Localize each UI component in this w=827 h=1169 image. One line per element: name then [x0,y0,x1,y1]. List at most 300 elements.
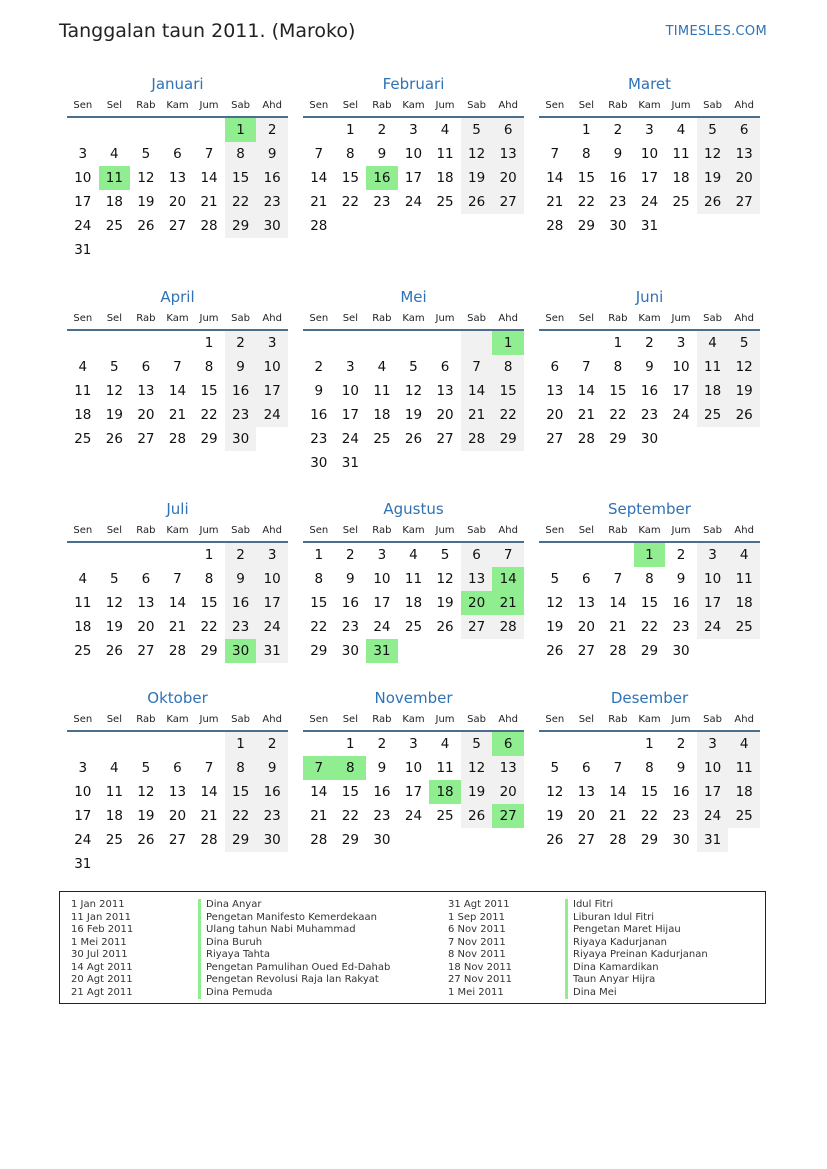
day-cell[interactable]: 26 [137,218,155,234]
day-cell[interactable]: 25 [728,804,760,828]
day-cell[interactable]: 23 [256,804,288,828]
day-cell[interactable]: 30 [310,455,328,471]
day-cell[interactable]: 23 [672,808,690,824]
day-cell[interactable]: 15 [492,379,524,403]
day-cell[interactable]: 3 [256,331,288,355]
day-cell[interactable]: 30 [256,214,288,238]
day-cell[interactable]: 26 [105,431,123,447]
day-cell[interactable]: 11 [105,784,123,800]
day-cell[interactable]: 1 [225,732,257,756]
day-cell[interactable]: 13 [728,142,760,166]
day-cell[interactable]: 26 [461,804,493,828]
day-cell[interactable]: 19 [436,595,454,611]
day-cell[interactable]: 17 [256,591,288,615]
day-cell[interactable]: 4 [697,331,729,355]
day-cell[interactable]: 6 [492,732,524,756]
day-cell[interactable]: 21 [168,407,187,423]
day-cell[interactable]: 28 [492,615,524,639]
day-cell[interactable]: 24 [74,832,92,848]
day-cell[interactable]: 16 [366,166,398,190]
day-cell[interactable]: 4 [377,359,387,375]
day-cell[interactable]: 18 [373,407,391,423]
day-cell[interactable]: 30 [672,832,690,848]
day-cell[interactable]: 18 [697,379,729,403]
day-cell[interactable]: 12 [461,142,493,166]
day-cell[interactable]: 27 [168,832,187,848]
day-cell[interactable]: 31 [256,639,288,663]
day-cell[interactable]: 27 [492,190,524,214]
day-cell[interactable]: 26 [461,190,493,214]
day-cell[interactable]: 15 [200,595,218,611]
day-cell[interactable]: 22 [640,808,659,824]
day-cell[interactable]: 24 [74,218,92,234]
day-cell[interactable]: 5 [110,571,119,587]
day-cell[interactable]: 8 [204,359,214,375]
day-cell[interactable]: 26 [546,832,564,848]
day-cell[interactable]: 5 [440,547,450,563]
day-cell[interactable]: 25 [436,808,454,824]
day-cell[interactable]: 27 [461,615,493,639]
day-cell[interactable]: 8 [645,760,654,776]
day-cell[interactable]: 27 [728,190,760,214]
day-cell[interactable]: 28 [609,832,627,848]
day-cell[interactable]: 13 [546,383,564,399]
day-cell[interactable]: 22 [310,619,328,635]
day-cell[interactable]: 9 [377,146,387,162]
day-cell[interactable]: 14 [310,170,328,186]
day-cell[interactable]: 7 [461,355,493,379]
day-cell[interactable]: 15 [341,170,359,186]
day-cell[interactable]: 28 [168,431,187,447]
day-cell[interactable]: 9 [314,383,324,399]
day-cell[interactable]: 11 [74,383,92,399]
day-cell[interactable]: 8 [346,146,355,162]
day-cell[interactable]: 10 [373,571,391,587]
day-cell[interactable]: 14 [492,567,524,591]
day-cell[interactable]: 12 [105,383,123,399]
day-cell[interactable]: 15 [640,784,659,800]
day-cell[interactable]: 17 [697,780,729,804]
day-cell[interactable]: 14 [200,170,218,186]
day-cell[interactable]: 12 [404,383,423,399]
day-cell[interactable]: 14 [577,383,595,399]
day-cell[interactable]: 16 [341,595,359,611]
day-cell[interactable]: 24 [640,194,659,210]
day-cell[interactable]: 17 [256,379,288,403]
day-cell[interactable]: 5 [550,760,560,776]
day-cell[interactable]: 18 [404,595,423,611]
day-cell[interactable]: 26 [436,619,454,635]
day-cell[interactable]: 8 [645,571,654,587]
day-cell[interactable]: 11 [436,146,454,162]
day-cell[interactable]: 31 [366,639,398,663]
day-cell[interactable]: 9 [676,571,686,587]
day-cell[interactable]: 14 [461,379,493,403]
day-cell[interactable]: 22 [492,403,524,427]
day-cell[interactable]: 5 [141,760,151,776]
day-cell[interactable]: 30 [640,431,659,447]
day-cell[interactable]: 27 [137,643,155,659]
day-cell[interactable]: 1 [582,122,591,138]
day-cell[interactable]: 3 [645,122,654,138]
day-cell[interactable]: 22 [341,808,359,824]
day-cell[interactable]: 23 [672,619,690,635]
day-cell[interactable]: 27 [577,643,595,659]
day-cell[interactable]: 27 [436,431,454,447]
day-cell[interactable]: 31 [640,218,659,234]
day-cell[interactable]: 20 [492,166,524,190]
day-cell[interactable]: 14 [310,784,328,800]
day-cell[interactable]: 6 [141,359,151,375]
day-cell[interactable]: 18 [728,780,760,804]
day-cell[interactable]: 16 [256,166,288,190]
day-cell[interactable]: 7 [492,543,524,567]
day-cell[interactable]: 21 [546,194,564,210]
day-cell[interactable]: 10 [697,756,729,780]
day-cell[interactable]: 1 [492,331,524,355]
day-cell[interactable]: 26 [137,832,155,848]
day-cell[interactable]: 8 [225,756,257,780]
day-cell[interactable]: 24 [697,615,729,639]
day-cell[interactable]: 3 [346,359,355,375]
day-cell[interactable]: 3 [409,122,418,138]
day-cell[interactable]: 28 [200,832,218,848]
day-cell[interactable]: 13 [168,784,187,800]
day-cell[interactable]: 17 [74,808,92,824]
day-cell[interactable]: 9 [225,567,257,591]
day-cell[interactable]: 5 [550,571,560,587]
day-cell[interactable]: 10 [256,567,288,591]
day-cell[interactable]: 22 [609,407,627,423]
day-cell[interactable]: 17 [697,591,729,615]
day-cell[interactable]: 17 [404,784,423,800]
day-cell[interactable]: 26 [105,643,123,659]
day-cell[interactable]: 21 [609,619,627,635]
day-cell[interactable]: 27 [168,218,187,234]
day-cell[interactable]: 22 [200,407,218,423]
day-cell[interactable]: 16 [672,595,690,611]
day-cell[interactable]: 25 [436,194,454,210]
day-cell[interactable]: 22 [341,194,359,210]
day-cell[interactable]: 28 [609,643,627,659]
day-cell[interactable]: 27 [492,804,524,828]
day-cell[interactable]: 11 [728,756,760,780]
day-cell[interactable]: 1 [204,547,214,563]
day-cell[interactable]: 20 [492,780,524,804]
day-cell[interactable]: 6 [173,760,182,776]
day-cell[interactable]: 22 [225,190,257,214]
day-cell[interactable]: 1 [225,118,257,142]
day-cell[interactable]: 13 [577,595,595,611]
day-cell[interactable]: 23 [640,407,659,423]
day-cell[interactable]: 14 [609,595,627,611]
day-cell[interactable]: 4 [110,146,119,162]
day-cell[interactable]: 24 [672,407,690,423]
day-cell[interactable]: 9 [346,571,355,587]
day-cell[interactable]: 19 [105,407,123,423]
day-cell[interactable]: 3 [676,335,686,351]
day-cell[interactable]: 8 [582,146,591,162]
day-cell[interactable]: 29 [200,431,218,447]
day-cell[interactable]: 7 [173,359,182,375]
day-cell[interactable]: 4 [78,359,88,375]
day-cell[interactable]: 16 [609,170,627,186]
day-cell[interactable]: 17 [672,383,690,399]
day-cell[interactable]: 27 [137,431,155,447]
day-cell[interactable]: 2 [256,118,288,142]
day-cell[interactable]: 19 [546,619,564,635]
day-cell[interactable]: 3 [377,547,387,563]
day-cell[interactable]: 8 [204,571,214,587]
day-cell[interactable]: 15 [577,170,595,186]
day-cell[interactable]: 4 [440,736,450,752]
day-cell[interactable]: 15 [225,780,257,804]
day-cell[interactable]: 20 [436,407,454,423]
day-cell[interactable]: 17 [341,407,359,423]
day-cell[interactable]: 17 [373,595,391,611]
day-cell[interactable]: 2 [256,732,288,756]
day-cell[interactable]: 15 [310,595,328,611]
day-cell[interactable]: 1 [634,543,666,567]
day-cell[interactable]: 1 [613,335,623,351]
day-cell[interactable]: 1 [346,736,355,752]
day-cell[interactable]: 3 [697,543,729,567]
day-cell[interactable]: 19 [137,194,155,210]
day-cell[interactable]: 11 [74,595,92,611]
day-cell[interactable]: 10 [404,760,423,776]
day-cell[interactable]: 21 [310,194,328,210]
day-cell[interactable]: 4 [409,547,418,563]
day-cell[interactable]: 25 [105,832,123,848]
day-cell[interactable]: 12 [137,784,155,800]
day-cell[interactable]: 27 [546,431,564,447]
day-cell[interactable]: 8 [492,355,524,379]
day-cell[interactable]: 11 [373,383,391,399]
day-cell[interactable]: 9 [256,756,288,780]
day-cell[interactable]: 11 [436,760,454,776]
day-cell[interactable]: 2 [613,122,623,138]
day-cell[interactable]: 6 [492,118,524,142]
day-cell[interactable]: 17 [640,170,659,186]
day-cell[interactable]: 24 [256,615,288,639]
day-cell[interactable]: 4 [676,122,686,138]
day-cell[interactable]: 10 [341,383,359,399]
day-cell[interactable]: 4 [728,543,760,567]
day-cell[interactable]: 25 [373,431,391,447]
day-cell[interactable]: 18 [672,170,690,186]
day-cell[interactable]: 7 [204,146,214,162]
day-cell[interactable]: 7 [314,146,324,162]
day-cell[interactable]: 9 [676,760,686,776]
day-cell[interactable]: 29 [577,218,595,234]
day-cell[interactable]: 10 [404,146,423,162]
day-cell[interactable]: 29 [492,427,524,451]
day-cell[interactable]: 21 [310,808,328,824]
day-cell[interactable]: 6 [728,118,760,142]
day-cell[interactable]: 13 [577,784,595,800]
day-cell[interactable]: 4 [728,732,760,756]
day-cell[interactable]: 10 [256,355,288,379]
day-cell[interactable]: 21 [200,808,218,824]
day-cell[interactable]: 18 [105,808,123,824]
day-cell[interactable]: 10 [74,170,92,186]
day-cell[interactable]: 23 [256,190,288,214]
day-cell[interactable]: 12 [137,170,155,186]
day-cell[interactable]: 12 [546,595,564,611]
day-cell[interactable]: 23 [310,431,328,447]
day-cell[interactable]: 2 [225,543,257,567]
day-cell[interactable]: 22 [577,194,595,210]
day-cell[interactable]: 12 [461,756,493,780]
day-cell[interactable]: 25 [728,615,760,639]
day-cell[interactable]: 10 [672,359,690,375]
day-cell[interactable]: 11 [404,571,423,587]
day-cell[interactable]: 9 [225,355,257,379]
day-cell[interactable]: 29 [609,431,627,447]
day-cell[interactable]: 25 [404,619,423,635]
day-cell[interactable]: 6 [440,359,450,375]
day-cell[interactable]: 29 [225,214,257,238]
day-cell[interactable]: 15 [640,595,659,611]
day-cell[interactable]: 28 [310,218,328,234]
day-cell[interactable]: 10 [74,784,92,800]
day-cell[interactable]: 29 [310,643,328,659]
day-cell[interactable]: 4 [110,760,119,776]
day-cell[interactable]: 14 [200,784,218,800]
day-cell[interactable]: 30 [341,643,359,659]
day-cell[interactable]: 5 [461,732,493,756]
day-cell[interactable]: 2 [676,736,686,752]
day-cell[interactable]: 9 [256,142,288,166]
day-cell[interactable]: 16 [373,784,391,800]
day-cell[interactable]: 20 [728,166,760,190]
day-cell[interactable]: 7 [173,571,182,587]
day-cell[interactable]: 6 [582,760,591,776]
day-cell[interactable]: 16 [256,780,288,804]
day-cell[interactable]: 20 [168,808,187,824]
day-cell[interactable]: 17 [404,170,423,186]
day-cell[interactable]: 30 [225,639,257,663]
day-cell[interactable]: 7 [204,760,214,776]
day-cell[interactable]: 19 [461,166,493,190]
day-cell[interactable]: 7 [613,571,623,587]
day-cell[interactable]: 31 [74,242,92,258]
day-cell[interactable]: 3 [78,146,88,162]
day-cell[interactable]: 9 [613,146,623,162]
day-cell[interactable]: 5 [110,359,119,375]
day-cell[interactable]: 5 [461,118,493,142]
day-cell[interactable]: 9 [377,760,387,776]
day-cell[interactable]: 20 [577,808,595,824]
day-cell[interactable]: 1 [645,736,654,752]
day-cell[interactable]: 2 [676,547,686,563]
day-cell[interactable]: 11 [728,567,760,591]
day-cell[interactable]: 13 [137,383,155,399]
day-cell[interactable]: 25 [672,194,690,210]
day-cell[interactable]: 21 [461,403,493,427]
day-cell[interactable]: 1 [204,335,214,351]
day-cell[interactable]: 21 [492,591,524,615]
day-cell[interactable]: 31 [341,455,359,471]
day-cell[interactable]: 21 [577,407,595,423]
day-cell[interactable]: 26 [404,431,423,447]
day-cell[interactable]: 19 [697,166,729,190]
day-cell[interactable]: 3 [409,736,418,752]
day-cell[interactable]: 5 [141,146,151,162]
day-cell[interactable]: 12 [728,355,760,379]
day-cell[interactable]: 14 [168,595,187,611]
day-cell[interactable]: 6 [550,359,560,375]
day-cell[interactable]: 24 [697,804,729,828]
day-cell[interactable]: 24 [341,431,359,447]
day-cell[interactable]: 31 [697,828,729,852]
day-cell[interactable]: 14 [609,784,627,800]
day-cell[interactable]: 12 [105,595,123,611]
day-cell[interactable]: 29 [200,643,218,659]
day-cell[interactable]: 30 [225,427,257,451]
day-cell[interactable]: 25 [105,218,123,234]
day-cell[interactable]: 14 [168,383,187,399]
day-cell[interactable]: 25 [74,643,92,659]
day-cell[interactable]: 2 [225,331,257,355]
day-cell[interactable]: 16 [225,591,257,615]
day-cell[interactable]: 3 [697,732,729,756]
day-cell[interactable]: 16 [640,383,659,399]
day-cell[interactable]: 2 [377,736,387,752]
day-cell[interactable]: 5 [409,359,418,375]
day-cell[interactable]: 18 [429,780,461,804]
day-cell[interactable]: 2 [377,122,387,138]
day-cell[interactable]: 16 [672,784,690,800]
day-cell[interactable]: 8 [335,756,367,780]
day-cell[interactable]: 19 [728,379,760,403]
day-cell[interactable]: 18 [105,194,123,210]
day-cell[interactable]: 13 [436,383,454,399]
day-cell[interactable]: 29 [640,643,659,659]
day-cell[interactable]: 16 [310,407,328,423]
day-cell[interactable]: 31 [74,856,92,872]
day-cell[interactable]: 24 [404,194,423,210]
site-logo[interactable]: TIMESLES.COM [665,24,767,39]
day-cell[interactable]: 5 [728,331,760,355]
day-cell[interactable]: 22 [225,804,257,828]
day-cell[interactable]: 26 [546,643,564,659]
day-cell[interactable]: 26 [728,403,760,427]
day-cell[interactable]: 7 [582,359,591,375]
day-cell[interactable]: 24 [256,403,288,427]
day-cell[interactable]: 28 [461,427,493,451]
day-cell[interactable]: 19 [137,808,155,824]
day-cell[interactable]: 14 [546,170,564,186]
day-cell[interactable]: 6 [141,571,151,587]
day-cell[interactable]: 19 [404,407,423,423]
day-cell[interactable]: 23 [373,808,391,824]
day-cell[interactable]: 30 [373,832,391,848]
day-cell[interactable]: 12 [697,142,729,166]
day-cell[interactable]: 30 [609,218,627,234]
day-cell[interactable]: 22 [640,619,659,635]
day-cell[interactable]: 20 [168,194,187,210]
day-cell[interactable]: 16 [225,379,257,403]
day-cell[interactable]: 2 [314,359,324,375]
day-cell[interactable]: 25 [697,403,729,427]
day-cell[interactable]: 15 [341,784,359,800]
day-cell[interactable]: 2 [346,547,355,563]
day-cell[interactable]: 21 [609,808,627,824]
day-cell[interactable]: 27 [577,832,595,848]
day-cell[interactable]: 1 [346,122,355,138]
day-cell[interactable]: 13 [492,756,524,780]
